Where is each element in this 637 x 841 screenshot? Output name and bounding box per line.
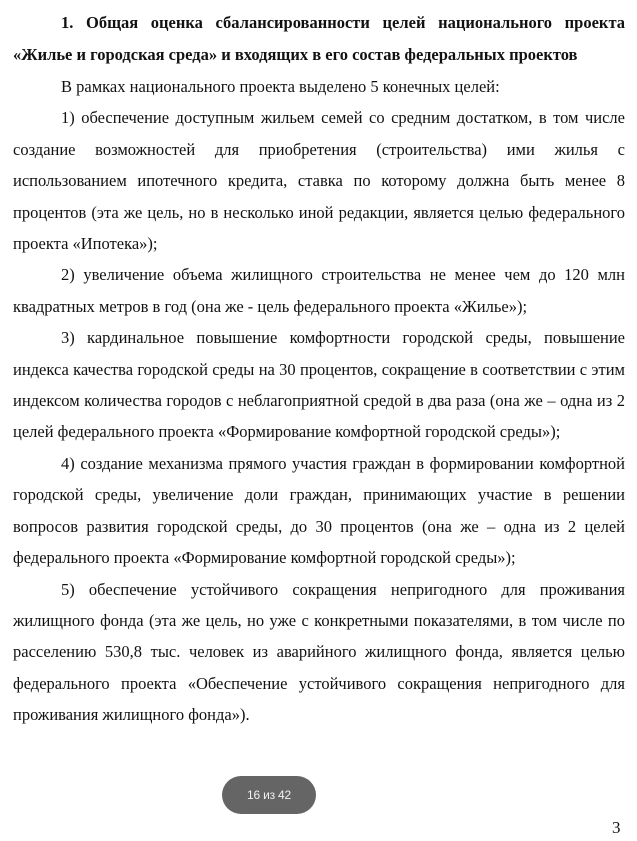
intro-paragraph: В рамках национального проекта выделено 5 конечных целей: bbox=[61, 77, 500, 96]
goal-item-2: 2) увеличение объема жилищного строительства не менее чем до 120 млн квадратных метров в год (она же - цель федерального проекта «Жилье»); bbox=[13, 265, 625, 316]
goal-item-4: 4) создание механизма прямого участия граждан в формировании комфортной городской среды, увеличение доли граждан, принимающих участие в решении вопросов развития городской среды, до 30 процентов (она же – одна из 2 целей федерального проекта «Формирование комфортной городской среды»); bbox=[13, 453, 625, 568]
goal-item-1: 1) обеспечение доступным жильем семей со средним достатком, в том числе создание возможностей для приобретения (строительства) ими жилья с использованием ипотечного кредита, ставка по которому должна быть менее 8 процентов (эта же цель, но в несколько иной редакции, является целью федерального проекта «Ипотека»); bbox=[13, 108, 625, 254]
goal-item-3: 3) кардинальное повышение комфортности городской среды, повышение индекса качества городской среды на 30 процентов, сокращение в соответствии с этим индексом количества городов с неблагоприятной средой в два раза (она же – одна из 2 целей федерального проекта «Формирование комфортной городской среды»); bbox=[13, 328, 625, 442]
section-heading: 1. Общая оценка сбалансированности целей национального проекта «Жилье и городская среда» и входящих в его состав федеральных проектов bbox=[13, 13, 625, 64]
document-body bbox=[13, 7, 625, 731]
goal-item-5: 5) обеспечение устойчивого сокращения непригодного для проживания жилищного фонда (эта же цель, но уже с конкретными показателями, в том числе по расселению 530,8 тыс. человек из аварийного жилищного фонда, является целью федерального проекта «Обеспечение устойчивого сокращения непригодного для проживания жилищного фонда»). bbox=[13, 579, 625, 725]
page-number: 3 bbox=[612, 818, 621, 837]
page-indicator[interactable]: 16 из 42 bbox=[222, 776, 316, 814]
